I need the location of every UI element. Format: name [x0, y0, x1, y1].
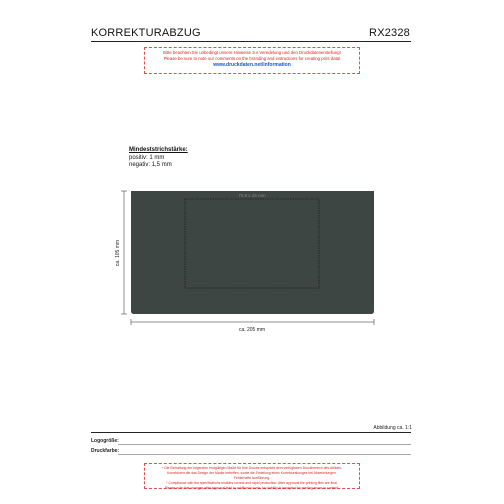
min-stroke-negative: negativ: 1,5 mm [129, 162, 172, 168]
footer-line-3: Fehlerhafte Ausführung. [233, 476, 271, 480]
notice-line-de: Bitte beachten Sie unbedingt unsere Hinweise zur Veredelung und den Druckdatenerstellung! [163, 50, 341, 55]
product-body [131, 191, 374, 314]
footer-line-1: * Die Einhaltung der folgenden endgültigen Maße für Ihre Drucke entspricht dem verfügbaren Druckbereich des Artikels. [162, 466, 342, 470]
notice-link[interactable]: www.druckdaten.net/information [213, 62, 291, 68]
footer-line-5: Please note that changes after approval lead to additional costs. No liability is accepted for printing errors in content. [164, 486, 340, 490]
document-title: KORREKTURABZUG [91, 27, 201, 39]
meta-divider [91, 432, 411, 433]
logo-size-field[interactable] [118, 444, 411, 445]
height-dimension-label: ca. 105 mm [115, 239, 121, 267]
width-dimension-label: ca. 205 mm [238, 327, 266, 333]
print-color-field[interactable] [118, 454, 411, 455]
print-area-label: 70,8 x 25 mm [238, 193, 266, 198]
logo-size-label: Logogröße: [91, 438, 119, 444]
footer-disclaimer [144, 463, 360, 489]
min-stroke-positive: positiv: 1 mm [129, 154, 165, 161]
min-stroke-heading: Mindeststrichstärke: [129, 147, 188, 153]
footer-line-4: * Compliance with the specifications enables correct and rapid production. After approval the printing files are final. [166, 481, 338, 485]
footer-line-2: Korrekturen die das Design der Marke betreffen, sowie die Erstellung eines Korrekturabzuges bei Abweichungen. [167, 471, 337, 475]
notice-line-en: Please be sure to note our comments on the branding and instructions for creating print data! [163, 56, 341, 61]
scale-label: Abbildung ca. 1:1 [373, 425, 412, 431]
print-color-label: Druckfarbe: [91, 448, 120, 454]
article-code: RX2328 [369, 27, 410, 39]
